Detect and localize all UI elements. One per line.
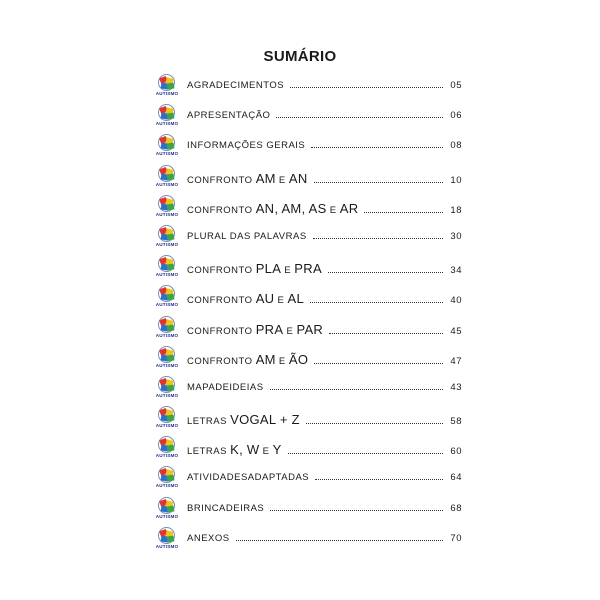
- logo-text: AUTISMO: [155, 241, 179, 247]
- dot-leader: [329, 333, 443, 334]
- logo-text: AUTISMO: [155, 272, 179, 278]
- logo-text: AUTISMO: [155, 392, 179, 398]
- toc-label-part: AM: [255, 170, 276, 186]
- toc-entry-label: [187, 291, 304, 306]
- toc-label-part: BRINCADEIRAS: [187, 502, 265, 514]
- toc-page-number: 58: [450, 416, 462, 428]
- toc-entry-label: [187, 322, 323, 337]
- toc-page-number: 18: [450, 204, 462, 216]
- toc-entry-label: [187, 352, 308, 367]
- toc-page-number: 30: [450, 230, 462, 242]
- toc-entry: [150, 343, 462, 373]
- logo-text: AUTISMO: [155, 302, 179, 308]
- toc-label-part: CONFRONTO: [187, 355, 256, 367]
- toc-entry: [150, 192, 462, 222]
- autism-puzzle-logo-icon: [153, 466, 181, 492]
- toc-label-part: PAR: [296, 321, 324, 337]
- autism-puzzle-logo-icon: [153, 165, 181, 191]
- dot-leader: [290, 87, 443, 88]
- logo-text: AUTISMO: [155, 91, 179, 96]
- toc-entry-label: [187, 261, 322, 276]
- toc-entry-label: [187, 140, 305, 151]
- toc-entry-label: [187, 231, 307, 242]
- toc-entry-label: [187, 171, 308, 186]
- toc-label-part: E: [326, 204, 340, 216]
- autism-puzzle-logo-icon: [153, 285, 181, 311]
- dot-leader: [310, 302, 443, 303]
- dot-leader: [270, 389, 443, 390]
- logo-text: AUTISMO: [155, 211, 179, 217]
- toc-label-part: LETRAS: [187, 446, 231, 458]
- logo-text: AUTISMO: [155, 423, 179, 429]
- toc-label-part: ÃO: [288, 351, 309, 367]
- logo-text: AUTISMO: [155, 513, 179, 519]
- dot-leader: [276, 117, 443, 118]
- autism-puzzle-logo-icon: [153, 346, 181, 372]
- toc-label-part: AM: [255, 351, 276, 367]
- dot-leader: [314, 182, 443, 183]
- toc-label-part: E: [275, 174, 289, 186]
- toc-label-part: AGRADECIMENTOS: [187, 80, 285, 91]
- logo-text: AUTISMO: [155, 181, 179, 187]
- toc-page-number: 47: [450, 355, 462, 367]
- toc-page-number: 34: [450, 265, 462, 277]
- toc-page-number: 64: [450, 472, 462, 484]
- toc-entry: [150, 222, 462, 252]
- logo-text: AUTISMO: [155, 453, 179, 459]
- autism-puzzle-logo-icon: [153, 225, 181, 251]
- toc-page-number: 06: [450, 110, 462, 122]
- autism-puzzle-logo-icon: [153, 527, 181, 553]
- logo-text: AUTISMO: [155, 362, 179, 368]
- toc-entry: [150, 313, 462, 343]
- toc-label-part: AU: [255, 291, 275, 307]
- toc-page-number: 60: [450, 446, 462, 458]
- toc-label-part: AR: [339, 200, 359, 216]
- toc-entry-label: [187, 442, 282, 457]
- toc-label-part: CONFRONTO: [187, 295, 256, 307]
- autism-puzzle-logo-icon: [153, 376, 181, 402]
- toc-entry-label: [187, 80, 284, 91]
- toc-label-part: CONFRONTO: [187, 265, 256, 277]
- dot-leader: [364, 212, 443, 213]
- toc-page-number: 70: [450, 532, 462, 544]
- dot-leader: [328, 272, 443, 273]
- autism-puzzle-logo-icon: [153, 74, 181, 100]
- toc-entry-label: [187, 533, 230, 544]
- toc-label-part: AN, AM, AS: [255, 200, 327, 216]
- autism-puzzle-logo-icon: [153, 134, 181, 160]
- toc-entry: [150, 433, 462, 463]
- toc-label-part: ANEXOS: [187, 532, 230, 544]
- toc-label-part: CONFRONTO: [187, 325, 256, 337]
- logo-text: AUTISMO: [155, 121, 179, 127]
- autism-puzzle-logo-icon: [153, 316, 181, 342]
- toc-page-number: 43: [450, 381, 462, 393]
- toc-label-part: MAPADEIDEIAS: [187, 381, 264, 393]
- autism-puzzle-logo-icon: [153, 104, 181, 130]
- autism-puzzle-logo-icon: [153, 195, 181, 221]
- toc-page-number: 10: [450, 174, 462, 186]
- toc-entry: [150, 373, 462, 403]
- dot-leader: [315, 479, 443, 480]
- toc-entry: [150, 162, 462, 192]
- toc-label-part: AL: [287, 291, 304, 307]
- toc-label-part: PLA: [255, 261, 282, 277]
- toc-entry: [150, 494, 462, 524]
- toc-entry: [150, 463, 462, 493]
- toc-label-part: LETRAS: [187, 416, 231, 428]
- toc-page-number: 68: [450, 502, 462, 514]
- dot-leader: [313, 238, 443, 239]
- toc-entry-label: [187, 412, 300, 427]
- dot-leader: [311, 147, 443, 148]
- toc-label-part: K, W: [230, 442, 260, 458]
- toc-entry: [150, 403, 462, 433]
- toc-label-part: ATIVIDADESADAPTADAS: [187, 472, 310, 484]
- toc-label-part: APRESENTAÇÃO: [187, 110, 271, 122]
- toc-page-number: 05: [450, 80, 462, 91]
- logo-text: AUTISMO: [155, 332, 179, 338]
- toc-label-part: PLURAL DAS PALAVRAS: [187, 230, 307, 242]
- page-title: SUMÁRIO: [263, 48, 337, 65]
- toc-label-part: AN: [288, 170, 308, 186]
- toc-entry: [150, 524, 462, 554]
- autism-puzzle-logo-icon: [153, 436, 181, 462]
- toc-label-part: E: [275, 355, 289, 367]
- toc-label-part: E: [281, 265, 295, 277]
- toc-entry-label: [187, 503, 264, 514]
- toc-label-part: Y: [272, 442, 282, 458]
- toc-page-number: 45: [450, 325, 462, 337]
- table-of-contents: [150, 71, 462, 554]
- toc-label-part: INFORMAÇÕES GERAIS: [187, 140, 306, 152]
- toc-label-part: VOGAL + Z: [230, 412, 300, 428]
- dot-leader: [306, 423, 443, 424]
- toc-entry: [150, 131, 462, 161]
- toc-entry-label: [187, 110, 270, 121]
- toc-entry: [150, 71, 462, 101]
- toc-entry-label: [187, 201, 358, 216]
- toc-label-part: E: [283, 325, 297, 337]
- toc-entry: [150, 252, 462, 282]
- dot-leader: [314, 363, 443, 364]
- dot-leader: [288, 453, 443, 454]
- autism-puzzle-logo-icon: [153, 255, 181, 281]
- toc-label-part: PRA: [294, 261, 322, 277]
- toc-label-part: PRA: [255, 321, 284, 337]
- logo-text: AUTISMO: [155, 543, 179, 549]
- toc-entry-label: [187, 382, 264, 393]
- logo-text: AUTISMO: [155, 483, 179, 489]
- toc-page-number: 08: [450, 140, 462, 152]
- logo-text: AUTISMO: [155, 151, 179, 157]
- toc-label-part: CONFRONTO: [187, 174, 256, 186]
- dot-leader: [270, 510, 443, 511]
- toc-page-number: 40: [450, 295, 462, 307]
- autism-puzzle-logo-icon: [153, 406, 181, 432]
- toc-label-part: E: [259, 446, 273, 458]
- dot-leader: [236, 540, 443, 541]
- toc-entry: [150, 282, 462, 312]
- toc-entry-label: [187, 472, 309, 483]
- toc-entry: [150, 101, 462, 131]
- toc-label-part: CONFRONTO: [187, 204, 256, 216]
- toc-label-part: E: [274, 295, 288, 307]
- autism-puzzle-logo-icon: [153, 497, 181, 523]
